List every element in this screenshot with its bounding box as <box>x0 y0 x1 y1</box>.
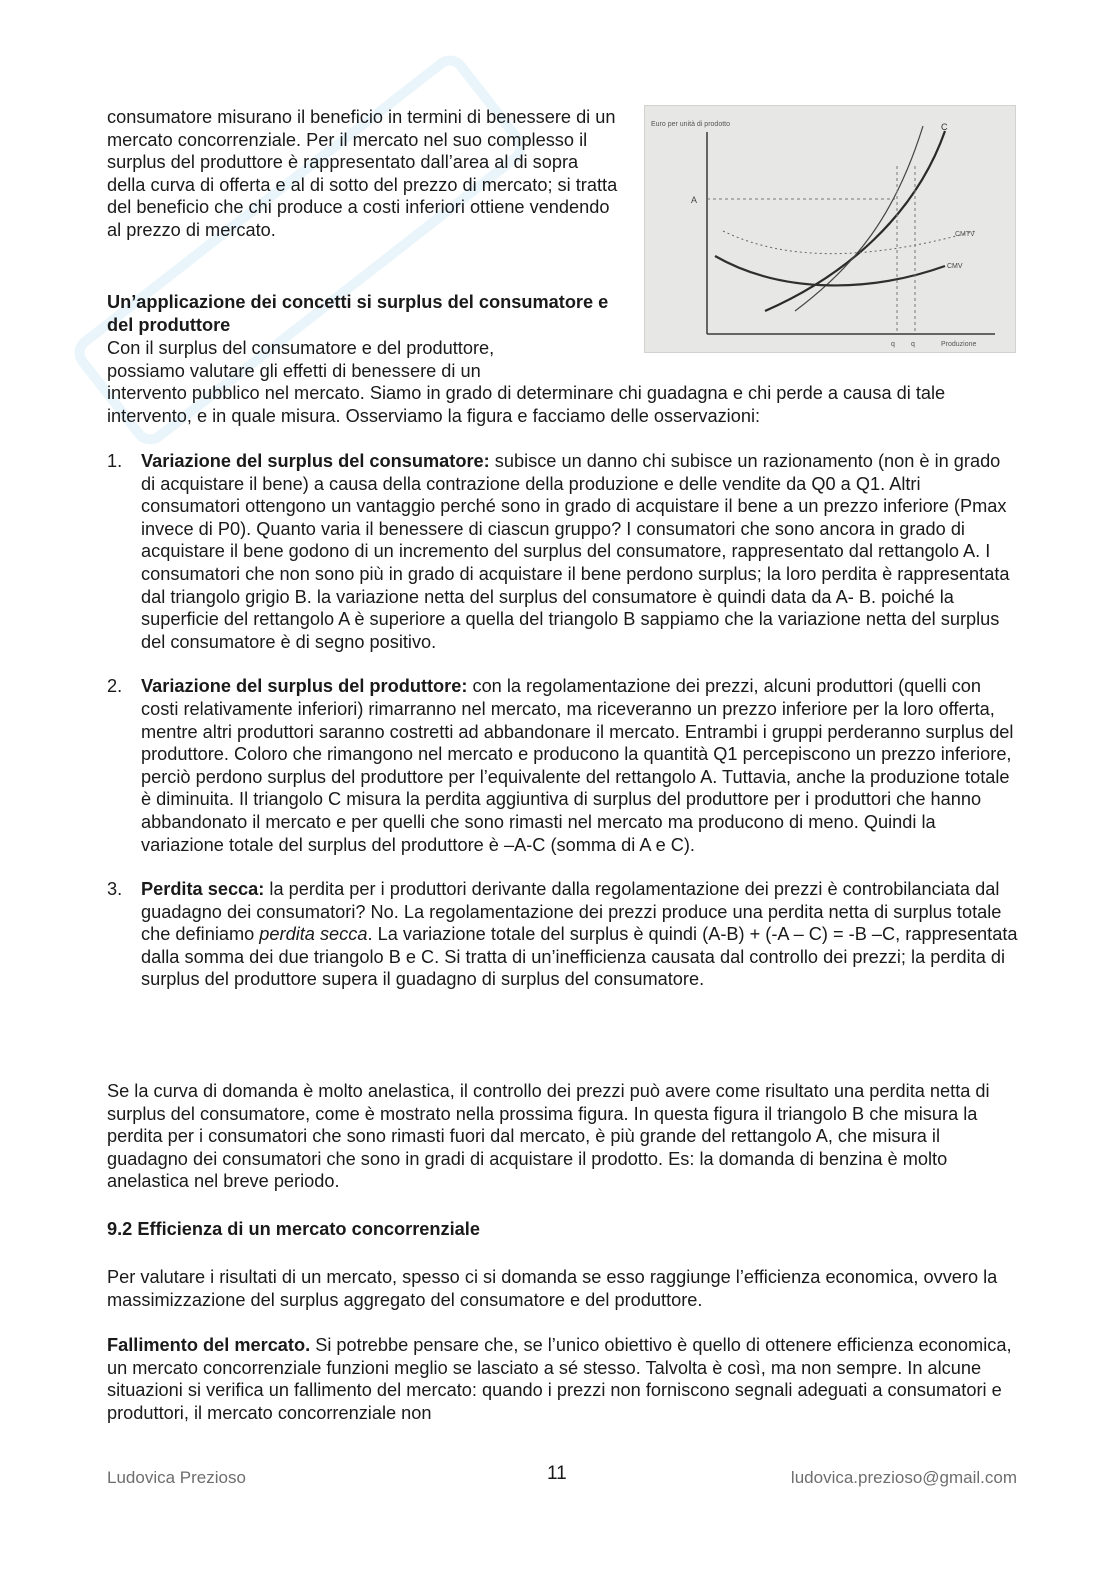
price-label: A <box>691 195 698 205</box>
intro2-rest: intervento pubblico nel mercato. Siamo in grado di determinare chi guadagna e chi perde a causa di tale intervento, e in quale misura. Osserviamo la figura e facciamo delle osservazioni: <box>107 383 946 426</box>
intro-paragraph: consumatore misurano il beneficio in termini di benessere di un mercato concorrenziale. Per il mercato nel suo complesso il surplus del produttore è rappresentato dall’area al di sopra della curva di offerta e al di sotto del prezzo di mercato; si tratta del beneficio che chi produce a costi inferiori ottiene vendendo al prezzo di mercato. <box>107 107 618 240</box>
x-axis-label: Produzione <box>941 341 977 348</box>
paragraph-market-failure <box>107 1334 1017 1424</box>
footer-author: Ludovica Prezioso <box>107 1468 246 1487</box>
list-item-text: . La variazione totale del surplus è quindi (A-B) + (-A – C) = -B –C, rappresentata dalla somma dei due triangolo B e C. Si tratta di un’inefficienza causata dal controllo dei prezzi; la perdita di surplus del produttore supera il guadagno di surplus del consumatore. <box>141 924 1018 990</box>
q2-label: q <box>911 341 915 348</box>
list-item-title: Variazione del surplus del produttore: <box>141 676 468 697</box>
list-item-number: 1. <box>107 451 123 471</box>
subheading: Un’applicazione dei concetti si surplus del consumatore e del produttore <box>107 292 609 335</box>
list-item-number: 2. <box>107 676 123 697</box>
intro2-line-1: Con il surplus del consumatore e del produttore, <box>107 338 495 358</box>
list-item-italic: perdita secca <box>259 924 368 945</box>
list-item-title: Variazione del surplus del consumatore: <box>141 451 490 471</box>
y-axis-label: Euro per unità di prodotto <box>651 121 730 128</box>
list-item <box>107 675 1019 856</box>
intro2-line-2: possiamo valutare gli effetti di benessere di un <box>107 360 481 381</box>
list-item-text: la perdita per i produttori derivante dalla regolamentazione dei prezzi è controbilanciata dal guadagno dei consumatori? No. La regolamentazione dei prezzi produce una perdita netta di surplus totale che definiamo <box>141 879 1002 945</box>
list-item <box>107 878 1019 991</box>
market-failure-title: Fallimento del mercato. <box>107 1335 311 1355</box>
page-number: 11 <box>547 1463 567 1484</box>
observations-list <box>107 450 1019 1013</box>
section-title: 9.2 Efficienza di un mercato concorrenziale <box>107 1219 480 1239</box>
list-item <box>107 450 1019 653</box>
paragraph-efficiency: Per valutare i risultati di un mercato, spesso ci si domanda se esso raggiunge l’efficienza economica, ovvero la massimizzazione del surplus aggregato del consumatore e del produttore. <box>107 1267 998 1310</box>
list-item-text: con la regolamentazione dei prezzi, alcuni produttori (quelli con costi relativamente inferiori) rimarranno nel mercato, ma riceveranno un prezzo inferiore per la loro offerta, mentre altri produttori saranno costretti ad abbandonare il mercato. Entrambi i gruppi perderanno surplus del produttore. Coloro che rimangono nel mercato e producono la quantità Q1 percepiscono un prezzo inferiore, perciò perdono surplus del produttore per l’equivalente del rettangolo A. Tuttavia, anche la produzione totale è diminuita. Il triangolo C misura la perdita aggiuntiva di surplus del produttore per i produttori che hanno abbandonato il mercato e per quelli che sono rimasti nel mercato ma producono di meno. Quindi la variazione totale del surplus del produttore è –A-C (somma di A e C). <box>141 676 1014 855</box>
list-item-text: subisce un danno chi subisce un razionamento (non è in grado di acquistare il bene) a causa della contrazione della produzione e delle vendite da Q0 a Q1. Altri consumatori ottengono un vantaggio perché sono in grado di acquistare il bene a un prezzo inferiore (Pmax invece di P0). Quanto varia il benessere di ciascun gruppo? I consumatori che sono ancora in grado di acquistare il bene godono di un incremento del surplus del consumatore, rappresentato dal rettangolo A. I consumatori che non sono più in grado di acquistare il bene perdono surplus; la loro perdita è rappresentata dal triangolo grigio B. la variazione netta del surplus del consumatore è quindi data da A- B. poiché la superficie del rettangolo A è superiore a quella del triangolo B sappiamo che la variazione netta del surplus del consumatore è di segno positivo. <box>141 451 1010 652</box>
list-item-number: 3. <box>107 879 123 900</box>
market-failure-text: Si potrebbe pensare che, se l’unico obiettivo è quello di ottenere efficienza economica, un mercato concorrenziale funzioni meglio se lasciato a sé stesso. Talvolta è così, ma non sempre. In alcune situazioni si verifica un fallimento del mercato: quando i prezzi non forniscono segnali adeguati a consumatori e produttori, il mercato concorrenziale non <box>107 1335 1012 1423</box>
cost-curves-graph <box>645 106 1015 352</box>
mc-label: C <box>941 122 948 132</box>
q1-label: q <box>891 341 895 348</box>
list-item-title: Perdita secca: <box>141 879 265 900</box>
cost-curves-figure <box>644 105 1016 353</box>
page-footer <box>107 1463 1017 1491</box>
paragraph-anelastic: Se la curva di domanda è molto anelastica, il controllo dei prezzi può avere come risultato una perdita netta di surplus del consumatore, come è mostrato nella prossima figura. In questa figura il triangolo B che misura la perdita per i consumatori che sono rimasti fuori dal mercato, è più grande del rettangolo A, che misura il guadagno dei consumatori che sono in gradi di acquistare il prodotto. Es: la domanda di benzina è molto anelastica nel breve periodo. <box>107 1081 990 1192</box>
atc-label: CMTV <box>955 231 975 238</box>
intro-paragraph-2 <box>107 337 1017 427</box>
footer-email: ludovica.prezioso@gmail.com <box>790 1468 1017 1487</box>
avc-label: CMV <box>947 263 963 270</box>
